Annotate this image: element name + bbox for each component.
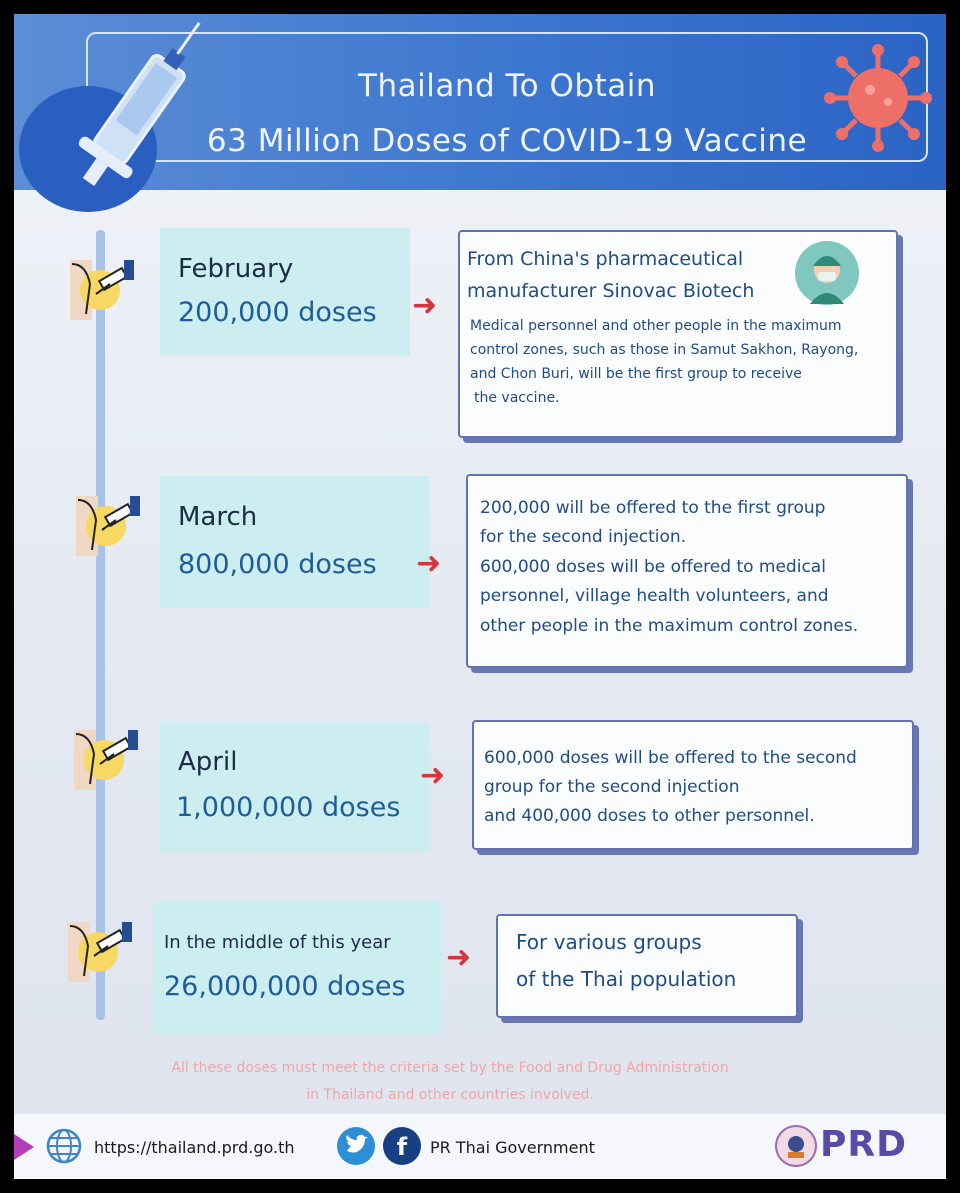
info-line: 600,000 doses will be offered to medical: [480, 557, 826, 577]
month-label: April: [178, 747, 238, 777]
info-card: [496, 914, 798, 1018]
month-label: February: [178, 254, 294, 284]
info-card: [472, 720, 914, 850]
globe-icon: [46, 1128, 82, 1164]
arrow-icon: ➜: [420, 758, 446, 793]
info-line: the vaccine.: [474, 390, 560, 406]
month-box-february: [160, 228, 410, 356]
info-line: 200,000 will be offered to the first group: [480, 498, 826, 518]
svg-text:f: f: [396, 1133, 408, 1161]
title-line-2: 63 Million Doses of COVID-19 Vaccine: [206, 123, 808, 159]
info-card: [466, 474, 908, 668]
arrow-icon: ➜: [416, 546, 442, 581]
virus-icon: [822, 42, 934, 154]
footer-bar: [14, 1114, 946, 1179]
dose-count: 1,000,000 doses: [176, 792, 401, 823]
arrow-icon: ➜: [446, 940, 472, 975]
month-box-midyear: [154, 902, 442, 1034]
play-marker-icon: [14, 1134, 34, 1160]
info-line: of the Thai population: [516, 967, 737, 991]
info-line: and Chon Buri, will be the first group to receive: [470, 366, 802, 382]
syringe-icon: [40, 22, 230, 202]
info-line: group for the second injection: [484, 777, 740, 797]
doctor-icon: [794, 240, 860, 306]
month-box-march: [160, 476, 430, 608]
criteria-note-line-1: All these doses must meet the criteria set by the Food and Drug Administration: [171, 1060, 729, 1076]
header-banner: [14, 14, 946, 190]
info-line: 600,000 doses will be offered to the second: [484, 748, 857, 768]
info-card: [458, 230, 898, 438]
timeline-bar: [96, 230, 105, 1020]
dose-count: 26,000,000 doses: [164, 971, 406, 1002]
arrow-icon: ➜: [412, 288, 438, 323]
info-line: For various groups: [516, 930, 702, 954]
info-title-line-2: manufacturer Sinovac Biotech: [467, 280, 755, 302]
dose-count: 800,000 doses: [178, 549, 377, 580]
title-line-1: Thailand To Obtain: [358, 68, 656, 104]
injection-icon: [74, 724, 138, 790]
criteria-note-line-2: in Thailand and other countries involved.: [306, 1087, 594, 1103]
social-account[interactable]: PR Thai Government: [430, 1138, 595, 1157]
info-line: personnel, village health volunteers, and: [480, 586, 829, 606]
website-link[interactable]: https://thailand.prd.go.th: [94, 1138, 295, 1157]
month-label: In the middle of this year: [164, 932, 391, 953]
facebook-icon[interactable]: [382, 1126, 422, 1166]
prd-logo: PRD: [820, 1124, 907, 1165]
infographic-page: [14, 14, 946, 1179]
injection-icon: [76, 490, 140, 556]
info-line: Medical personnel and other people in the maximum: [470, 318, 842, 334]
info-line: for the second injection.: [480, 527, 687, 547]
info-line: and 400,000 doses to other personnel.: [484, 806, 815, 826]
injection-icon: [68, 916, 132, 982]
dose-count: 200,000 doses: [178, 297, 377, 328]
twitter-icon[interactable]: [336, 1126, 376, 1166]
prd-logo-icon: [774, 1124, 818, 1168]
month-label: March: [178, 502, 258, 532]
month-box-april: [160, 722, 430, 852]
injection-icon: [70, 254, 134, 320]
info-line: control zones, such as those in Samut Sakhon, Rayong,: [470, 342, 859, 358]
info-line: other people in the maximum control zones.: [480, 616, 859, 636]
info-title-line-1: From China's pharmaceutical: [467, 248, 744, 270]
